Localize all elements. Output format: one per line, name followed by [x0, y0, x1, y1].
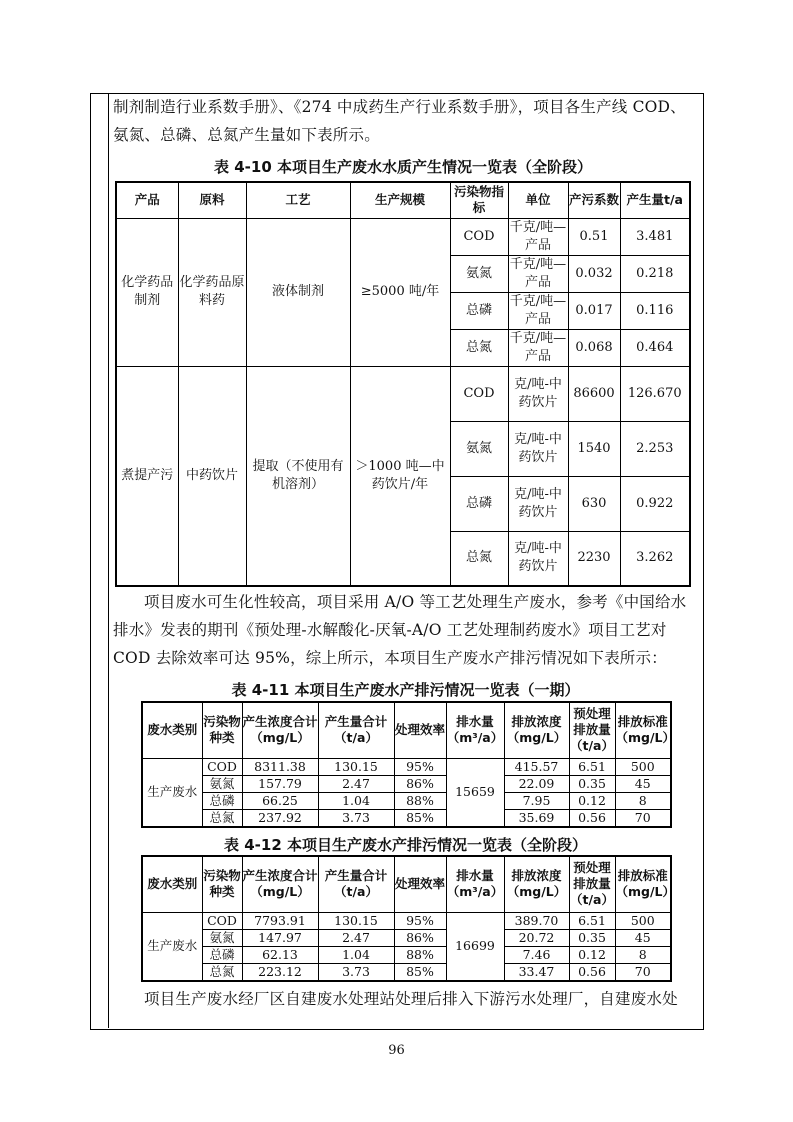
- table-row: [142, 775, 671, 792]
- amount-cell: 2.253: [620, 421, 690, 476]
- header-cell: 原料: [178, 182, 246, 218]
- amount-cell: 1.04: [318, 792, 394, 809]
- coef-cell: 86600: [568, 366, 620, 421]
- amount-cell: 130.15: [318, 912, 394, 929]
- header-cell: 预处理排放量（t/a）: [569, 856, 615, 912]
- out-amount-cell: 0.56: [569, 963, 615, 981]
- amount-cell: 2.47: [318, 929, 394, 946]
- conc-cell: 66.25: [242, 792, 318, 809]
- table-4-12-caption: 表 4-12 本项目生产废水产排污情况一览表（全阶段）: [224, 836, 587, 854]
- paragraph-1: 制剂制造行业系数手册》、《274 中成药生产行业系数手册》，项目各生产线 COD、氨氮、总磷、总氮产生量如下表所示。: [113, 98, 686, 144]
- process-cell: 液体制剂: [246, 218, 350, 366]
- frame-divider: [108, 93, 109, 1028]
- standard-cell: 70: [615, 963, 671, 981]
- amount-cell: 0.218: [620, 255, 690, 292]
- efficiency-cell: 95%: [394, 912, 446, 929]
- header-cell: 排水量（m³/a）: [446, 702, 504, 758]
- pollutant-cell: 氨氮: [202, 775, 242, 792]
- out-amount-cell: 0.12: [569, 792, 615, 809]
- out-amount-cell: 0.56: [569, 809, 615, 827]
- table-header-row: [116, 182, 690, 218]
- amount-cell: 0.464: [620, 329, 690, 366]
- header-cell: 处理效率: [394, 856, 446, 912]
- out-conc-cell: 22.09: [504, 775, 569, 792]
- header-cell: 工艺: [246, 182, 350, 218]
- table-row: [142, 809, 671, 827]
- header-cell: 污染物种类: [202, 702, 242, 758]
- pollutant-cell: 总氮: [450, 531, 508, 586]
- table-row: [142, 792, 671, 809]
- header-cell: 产生浓度合计（mg/L）: [242, 856, 318, 912]
- table-row: [142, 946, 671, 963]
- header-cell: 排放标准（mg/L）: [615, 856, 671, 912]
- table-row: [142, 963, 671, 981]
- efficiency-cell: 86%: [394, 929, 446, 946]
- conc-cell: 7793.91: [242, 912, 318, 929]
- header-cell: 排放浓度（mg/L）: [504, 856, 569, 912]
- standard-cell: 500: [615, 912, 671, 929]
- table-row: [142, 758, 671, 775]
- header-cell: 生产规模: [350, 182, 450, 218]
- process-cell: 提取（不使用有机溶剂）: [246, 366, 350, 586]
- table-row: [116, 366, 690, 421]
- table-row: [116, 218, 690, 255]
- header-cell: 污染物种类: [202, 856, 242, 912]
- header-cell: 处理效率: [394, 702, 446, 758]
- coef-cell: 0.51: [568, 218, 620, 255]
- efficiency-cell: 88%: [394, 792, 446, 809]
- table-4-10-caption: 表 4-10 本项目生产废水水质产生情况一览表（全阶段）: [214, 158, 592, 176]
- header-cell: 排放标准（mg/L）: [615, 702, 671, 758]
- out-amount-cell: 0.35: [569, 775, 615, 792]
- out-amount-cell: 0.12: [569, 946, 615, 963]
- header-cell: 产污系数: [568, 182, 620, 218]
- amount-cell: 2.47: [318, 775, 394, 792]
- pollutant-cell: 总氮: [202, 809, 242, 827]
- category-cell: 生产废水: [142, 912, 202, 981]
- amount-cell: 0.922: [620, 476, 690, 531]
- unit-cell: 克/吨-中药饮片: [508, 421, 568, 476]
- coef-cell: 1540: [568, 421, 620, 476]
- header-cell: 产品: [116, 182, 178, 218]
- standard-cell: 70: [615, 809, 671, 827]
- coef-cell: 2230: [568, 531, 620, 586]
- material-cell: 化学药品原料药: [178, 218, 246, 366]
- header-cell: 产生浓度合计（mg/L）: [242, 702, 318, 758]
- pollutant-cell: 氨氮: [450, 255, 508, 292]
- conc-cell: 62.13: [242, 946, 318, 963]
- table-4-11-caption: 表 4-11 本项目生产废水产排污情况一览表（一期）: [231, 681, 580, 699]
- table-row: [142, 929, 671, 946]
- pollutant-cell: 总磷: [450, 292, 508, 329]
- unit-cell: 千克/吨—产品: [508, 255, 568, 292]
- efficiency-cell: 95%: [394, 758, 446, 775]
- coef-cell: 0.068: [568, 329, 620, 366]
- header-cell: 产生量合计（t/a）: [318, 856, 394, 912]
- pollutant-cell: 总磷: [202, 946, 242, 963]
- efficiency-cell: 85%: [394, 963, 446, 981]
- out-conc-cell: 389.70: [504, 912, 569, 929]
- amount-cell: 3.481: [620, 218, 690, 255]
- conc-cell: 223.12: [242, 963, 318, 981]
- out-conc-cell: 7.95: [504, 792, 569, 809]
- amount-cell: 3.73: [318, 809, 394, 827]
- amount-cell: 0.116: [620, 292, 690, 329]
- paragraph-3: 项目生产废水经厂区自建废水处理站处理后排入下游污水处理厂，自建废水处: [144, 990, 678, 1008]
- paragraph-2: 项目废水可生化性较高，项目采用 A/O 等工艺处理生产废水，参考《中国给水排水》发表的期刊《预处理-水解酸化-厌氧-A/O 工艺处理制药废水》项目工艺对 COD 去除效率可达 95%，综上所示，本项目生产废水产排污情况如下表所示：: [113, 593, 687, 667]
- unit-cell: 千克/吨—产品: [508, 292, 568, 329]
- out-conc-cell: 415.57: [504, 758, 569, 775]
- header-cell: 废水类别: [142, 702, 202, 758]
- header-cell: 废水类别: [142, 856, 202, 912]
- unit-cell: 千克/吨—产品: [508, 329, 568, 366]
- header-cell: 产生量合计（t/a）: [318, 702, 394, 758]
- pollutant-cell: COD: [202, 758, 242, 775]
- standard-cell: 8: [615, 946, 671, 963]
- pollutant-cell: 总氮: [202, 963, 242, 981]
- volume-cell: 15659: [446, 758, 504, 827]
- amount-cell: 3.262: [620, 531, 690, 586]
- out-conc-cell: 20.72: [504, 929, 569, 946]
- efficiency-cell: 86%: [394, 775, 446, 792]
- header-cell: 预处理排放量（t/a）: [569, 702, 615, 758]
- table-row: [142, 912, 671, 929]
- pollutant-cell: COD: [450, 366, 508, 421]
- out-conc-cell: 33.47: [504, 963, 569, 981]
- amount-cell: 1.04: [318, 946, 394, 963]
- coef-cell: 0.032: [568, 255, 620, 292]
- scale-cell: ≥5000 吨/年: [350, 218, 450, 366]
- out-conc-cell: 35.69: [504, 809, 569, 827]
- table-header-row: [142, 702, 671, 758]
- conc-cell: 237.92: [242, 809, 318, 827]
- conc-cell: 147.97: [242, 929, 318, 946]
- out-conc-cell: 7.46: [504, 946, 569, 963]
- standard-cell: 500: [615, 758, 671, 775]
- amount-cell: 3.73: [318, 963, 394, 981]
- header-cell: 单位: [508, 182, 568, 218]
- standard-cell: 45: [615, 775, 671, 792]
- header-cell: 产生量t/a: [620, 182, 690, 218]
- amount-cell: 130.15: [318, 758, 394, 775]
- conc-cell: 8311.38: [242, 758, 318, 775]
- efficiency-cell: 88%: [394, 946, 446, 963]
- unit-cell: 克/吨-中药饮片: [508, 476, 568, 531]
- pollutant-cell: COD: [202, 912, 242, 929]
- pollutant-cell: COD: [450, 218, 508, 255]
- header-cell: 污染物指标: [450, 182, 508, 218]
- amount-cell: 126.670: [620, 366, 690, 421]
- standard-cell: 8: [615, 792, 671, 809]
- pollutant-cell: 总磷: [202, 792, 242, 809]
- table-4-10: [115, 181, 691, 587]
- unit-cell: 克/吨-中药饮片: [508, 366, 568, 421]
- table-4-12: [141, 855, 676, 982]
- category-cell: 生产废水: [142, 758, 202, 827]
- out-amount-cell: 6.51: [569, 758, 615, 775]
- conc-cell: 157.79: [242, 775, 318, 792]
- pollutant-cell: 总氮: [450, 329, 508, 366]
- pollutant-cell: 氨氮: [450, 421, 508, 476]
- product-cell: 化学药品制剂: [116, 218, 178, 366]
- pollutant-cell: 总磷: [450, 476, 508, 531]
- pollutant-cell: 氨氮: [202, 929, 242, 946]
- scale-cell: ＞1000 吨—中药饮片/年: [350, 366, 450, 586]
- coef-cell: 630: [568, 476, 620, 531]
- table-4-11: [141, 701, 676, 828]
- coef-cell: 0.017: [568, 292, 620, 329]
- volume-cell: 16699: [446, 912, 504, 981]
- out-amount-cell: 6.51: [569, 912, 615, 929]
- page-number: 96: [388, 1043, 405, 1058]
- out-amount-cell: 0.35: [569, 929, 615, 946]
- table-header-row: [142, 856, 671, 912]
- header-cell: 排水量（m³/a）: [446, 856, 504, 912]
- standard-cell: 45: [615, 929, 671, 946]
- unit-cell: 千克/吨—产品: [508, 218, 568, 255]
- product-cell: 煮提产污: [116, 366, 178, 586]
- efficiency-cell: 85%: [394, 809, 446, 827]
- unit-cell: 克/吨-中药饮片: [508, 531, 568, 586]
- header-cell: 排放浓度（mg/L）: [504, 702, 569, 758]
- material-cell: 中药饮片: [178, 366, 246, 586]
